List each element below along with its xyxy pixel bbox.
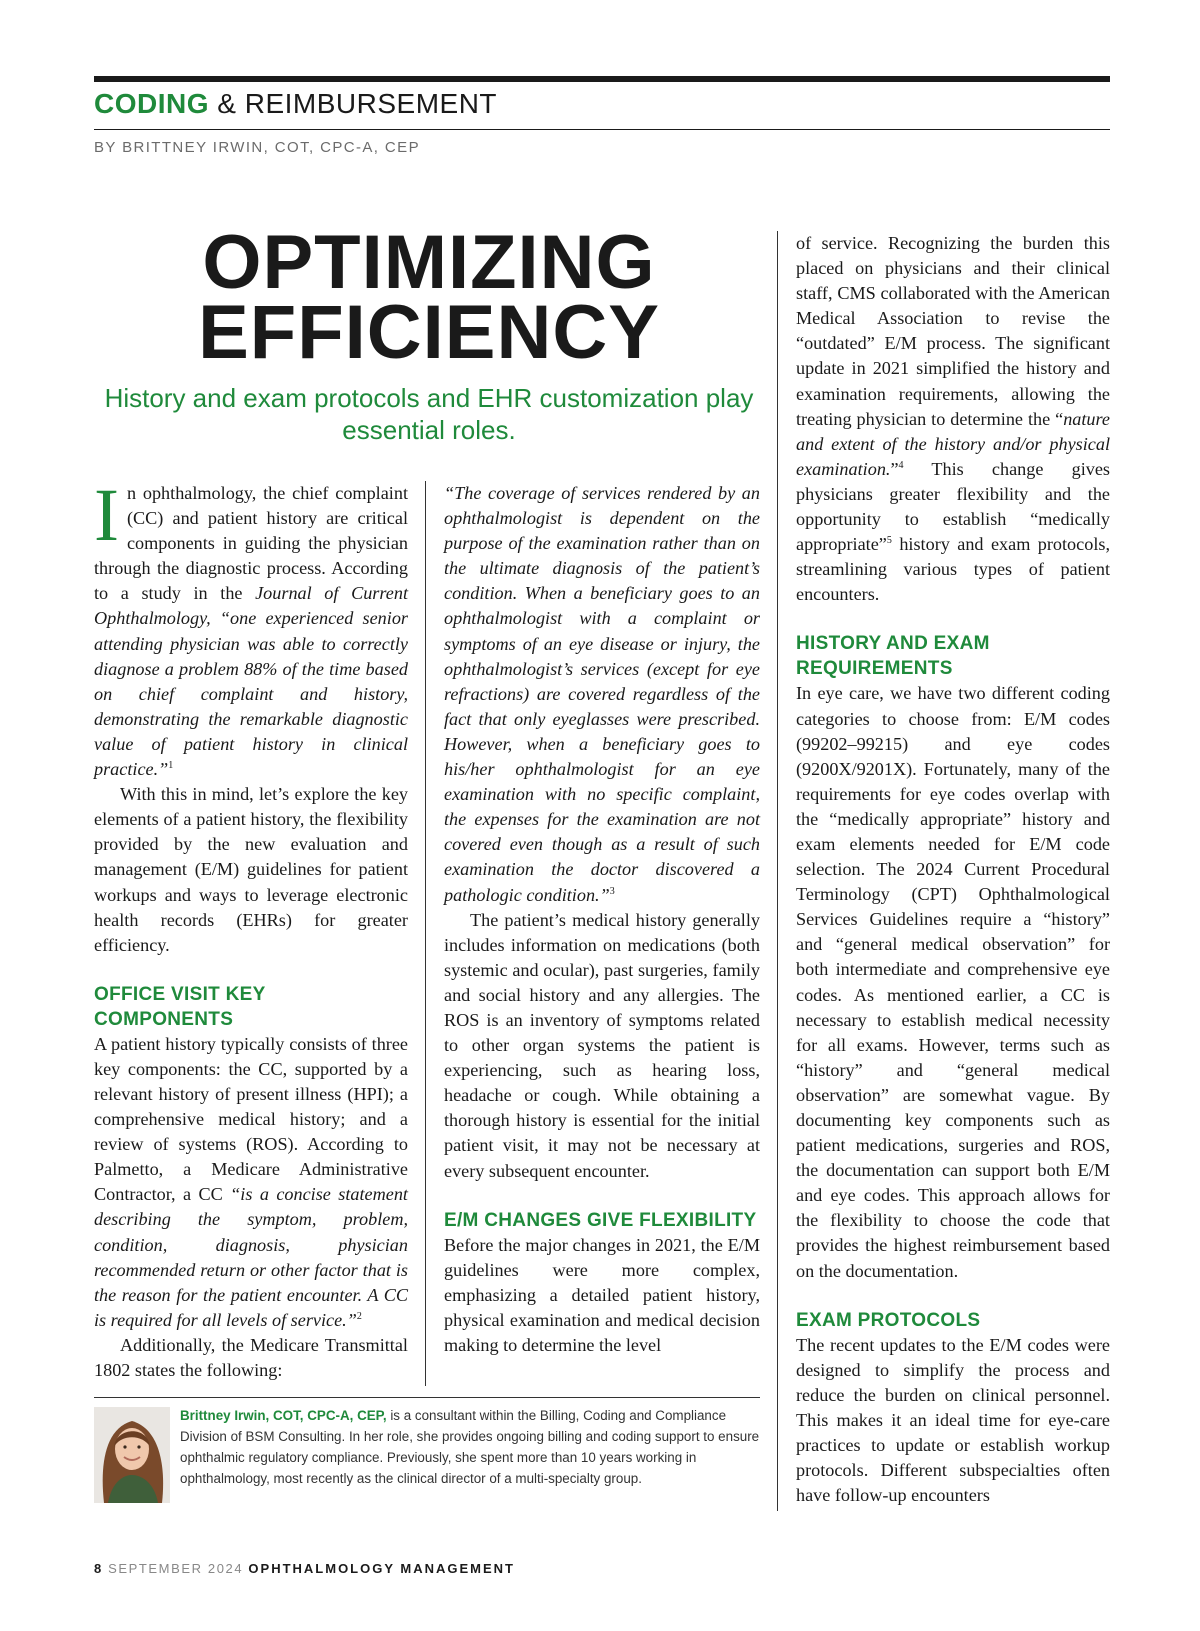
headline-line-1: OPTIMIZING — [202, 220, 656, 305]
subhead-exam-protocols: EXAM PROTOCOLS — [796, 1309, 981, 1331]
column-divider — [777, 231, 778, 1511]
paragraph: Additionally, the Medicare Transmittal 1802 states the following: — [94, 1334, 408, 1380]
block-quote: “The coverage of services rendered by an ophthalmologist is dependent on the purpose of the examination rather than on the ultimate diagnosis of the patient’s condition. When a beneficiary goes to an ophthalmologist with a complaint or symptoms of an eye disease or injury, the ophthalmologist’s services (except for eye refractions) are covered regardless of the fact that only eyeglasses were prescribed. However, when a beneficiary goes to his/her ophthalmologist for an eye examination with no specific complaint, the expenses for the examination are not covered even though as a result of such examination the doctor discovered a pathologic condition.”$^3$ — [444, 483, 760, 905]
bio-divider — [94, 1397, 760, 1398]
publication-name: OPHTHALMOLOGY MANAGEMENT — [248, 1561, 515, 1576]
subhead-history-exam: HISTORY AND EXAM REQUIREMENTS — [796, 633, 990, 680]
intro-paragraph: In ophthalmology, the chief complaint (CC) and patient history are critical components in guiding the physician through the diagnostic process. According to a study in the Journal of Current Ophthalmology, “one experienced senior attending physician was able to correctly diagnose a problem 88% of the time based on chief complaint and history, demonstrating the remarkable diagnostic value of patient history in clinical practice.”$^1$ — [94, 474, 408, 780]
paragraph: of service. Recognizing the burden this placed on physicians and their clinical staff, CMS collaborated with the American Medical Association to revise the “outdated” E/M process. The significant update in 2021 simplified the history and examination requirements, allowing the treating physician to determine the “nature and extent of the history and/or physical examination.”$^4$ This change gives physicians greater flexibility and the opportunity to establish “medically appropriate”$^5$ history and exam protocols, streamlining various types of patient encounters. — [796, 233, 1110, 605]
author-name: Brittney Irwin, COT, CPC-A, CEP, — [180, 1408, 387, 1423]
section-label-bold: CODING — [94, 88, 209, 119]
author-photo — [94, 1407, 170, 1503]
drop-cap: I — [94, 474, 119, 557]
column-3 — [796, 231, 1110, 1508]
column-1 — [94, 474, 408, 1383]
header-divider — [94, 129, 1110, 130]
paragraph: The patient’s medical history generally includes information on medications (both systemic and ocular), past surgeries, family and social history and any allergies. The ROS is an inventory of symptoms related to other organ systems the patient is experiencing, such as hearing loss, headache or cough. While obtaining a thorough history is essential for the initial patient visit, it may not be necessary at every subsequent encounter. — [444, 909, 760, 1181]
author-bio — [180, 1405, 760, 1489]
headline — [94, 220, 764, 375]
subhead-em-changes: E/M CHANGES GIVE FLEXIBILITY — [444, 1209, 757, 1231]
page-number: 8 — [94, 1561, 103, 1576]
deck: History and exam protocols and EHR customization play essential roles. — [104, 383, 754, 445]
paragraph: In eye care, we have two different coding categories to choose from: E/M codes (99202–99215) and eye codes (9200X/9201X). Fortunately, many of the requirements for eye codes overlap with the “medically appropriate” history and exam elements needed for E/M code selection. The 2024 Current Procedural Terminology (CPT) Ophthalmological Services Guidelines require a “history” and “general medical observation” for both intermediate and comprehensive eye codes. As mentioned earlier, a CC is necessary to establish medical necessity for all exams. However, terms such as “history” and “general medical observation” are somewhat vague. By documenting key components such as patient medications, surgeries and ROS, the documentation can support both E/M and eye codes. This approach allows for the flexibility to choose the code that provides the highest reimbursement based on the documentation. — [796, 683, 1110, 1281]
author-bio-text: is a consultant within the Billing, Coding and Compliance Division of BSM Consulting. In her role, she provides ongoing billing and coding support to ensure ophthalmic regulatory compliance. Previously, she spent more than 10 years working in ophthalmology, most recently as the clinical director of a multi-specialty group. — [180, 1408, 760, 1486]
section-label-rest: & REIMBURSEMENT — [217, 88, 498, 119]
column-2 — [444, 481, 760, 1358]
byline: BY BRITTNEY IRWIN, COT, CPC-A, CEP — [94, 139, 420, 156]
subhead-office-visit: OFFICE VISIT KEY COMPONENTS — [94, 983, 266, 1030]
section-label — [94, 88, 497, 120]
issue-date: SEPTEMBER 2024 — [108, 1561, 244, 1576]
paragraph: The recent updates to the E/M codes were designed to simplify the process and reduce the burden on clinical personnel. This makes it an ideal time for eye-care practices to update or establish workup protocols. Different subspecialties often have follow-up encounters — [796, 1334, 1110, 1506]
paragraph: With this in mind, let’s explore the key elements of a patient history, the flexibility provided by the new evaluation and management (E/M) guidelines for patient workups and ways to leverage electronic health records (EHRs) for greater efficiency. — [94, 784, 408, 955]
column-divider — [425, 481, 426, 1386]
paragraph: Before the major changes in 2021, the E/M guidelines were more complex, emphasizing a detailed patient history, physical examination and medical decision making to determine the level — [444, 1234, 760, 1355]
paragraph: A patient history typically consists of three key components: the CC, supported by a relevant history of present illness (HPI); a comprehensive medical history; and a review of systems (ROS). According to Palmetto, a Medicare Administrative Contractor, a CC “is a concise statement describing the symptom, problem, condition, diagnosis, physician recommended return or other factor that is the reason for the patient encounter. A CC is required for all levels of service.”$^2$ — [94, 1033, 408, 1330]
page-footer — [94, 1561, 515, 1576]
top-rule — [94, 76, 1110, 82]
headline-line-2: EFFICIENCY — [198, 290, 660, 375]
